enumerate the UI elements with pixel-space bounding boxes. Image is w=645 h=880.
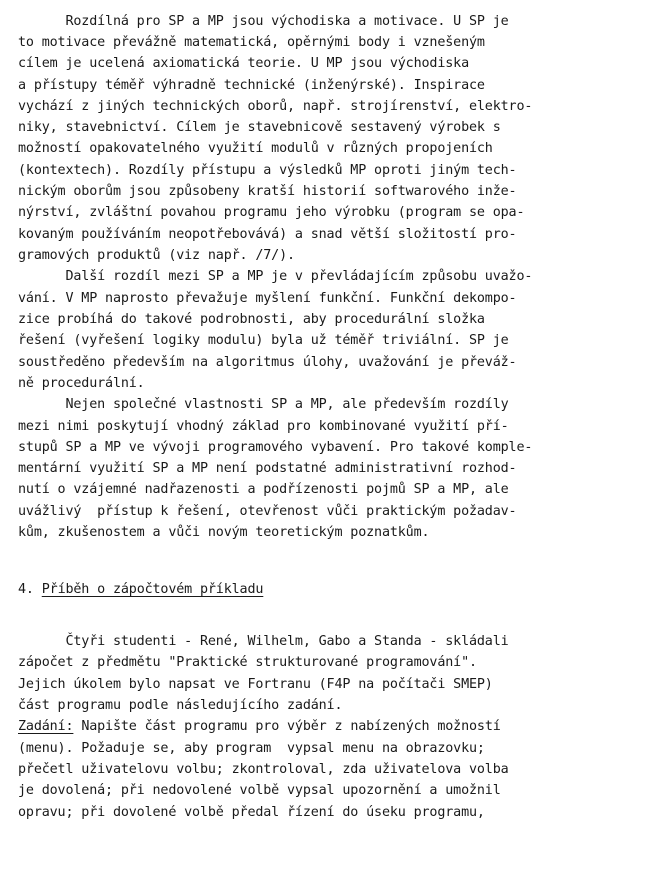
text-line: vychází z jiných technických oborů, např. strojírenství, elektro- <box>18 99 533 114</box>
text-line: mentární využití SP a MP není podstatné administrativní rozhod- <box>18 461 517 476</box>
text-line: Čtyři studenti - René, Wilhelm, Gabo a Standa - skládali <box>18 634 509 649</box>
text-line: zice probíhá do takové podrobnosti, aby procedurální složka <box>18 312 485 327</box>
text-line: to motivace převážně matematická, opěrnými body i vznešeným <box>18 35 485 50</box>
section-number: 4. <box>18 582 42 597</box>
text-line: opravu; při dovolené volbě předal řízení do úseku programu, <box>18 805 485 820</box>
assignment-label: Zadání: <box>18 719 74 734</box>
assignment-text: Napište část programu pro výběr z nabízených možností <box>81 719 501 734</box>
text-line: ně procedurální. <box>18 376 145 391</box>
section-heading <box>18 582 263 598</box>
text-line: a přístupy téměř výhradně technické (inženýrské). Inspirace <box>18 78 485 93</box>
text-line <box>18 719 501 735</box>
text-line: mezi nimi poskytují vhodný základ pro kombinované využití pří- <box>18 419 509 434</box>
text-line: nickým oborům jsou způsobeny kratší historií softwarového inže- <box>18 184 517 199</box>
text-line: vání. V MP naprosto převažuje myšlení funkční. Funkční dekompo- <box>18 291 517 306</box>
text-line: kům, zkušenostem a vůči novým teoretickým poznatkům. <box>18 525 430 540</box>
text-line: soustředěno především na algoritmus úlohy, uvažování je převáž- <box>18 355 517 370</box>
text-line: Rozdílná pro SP a MP jsou východiska a motivace. U SP je <box>18 14 509 29</box>
text-line: část programu podle následujícího zadání. <box>18 698 343 713</box>
text-line: stupů SP a MP ve vývoji programového vybavení. Pro takové komple- <box>18 440 533 455</box>
text-line: niky, stavebnictví. Cílem je stavebnicově sestavený výrobek s <box>18 120 501 135</box>
text-line: kovaným používáním neopotřebovává) a snad větší složitostí pro- <box>18 227 517 242</box>
text-line: (menu). Požaduje se, aby program vypsal menu na obrazovku; <box>18 741 485 756</box>
text-line: cílem je ucelená axiomatická teorie. U MP jsou východiska <box>18 56 469 71</box>
text-line: Jejich úkolem bylo napsat ve Fortranu (F4P na počítači SMEP) <box>18 677 493 692</box>
text-line: (kontextech). Rozdíly přístupu a výsledků MP oproti jiným tech- <box>18 163 517 178</box>
text-line: Další rozdíl mezi SP a MP je v převládajícím způsobu uvažo- <box>18 269 533 284</box>
text-line: je dovolená; při nedovolené volbě vypsal upozornění a umožnil <box>18 783 501 798</box>
text-line: uvážlivý přístup k řešení, otevřenost vůči praktickým požadav- <box>18 504 517 519</box>
section-title: Příběh o zápočtovém příkladu <box>41 582 264 597</box>
text-line: možností opakovatelného využití modulů v různých propojeních <box>18 141 493 156</box>
text-line: řešení (vyřešení logiky modulu) byla už téměř triviální. SP je <box>18 333 509 348</box>
text-line: nýrství, zvláštní povahou programu jeho výrobku (program se opa- <box>18 205 525 220</box>
text-line: gramových produktů (viz např. /7/). <box>18 248 295 263</box>
text-line: Nejen společné vlastnosti SP a MP, ale především rozdíly <box>18 397 509 412</box>
text-line: zápočet z předmětu "Praktické strukturované programování". <box>18 655 477 670</box>
text-line: nutí o vzájemné nadřazenosti a podřízenosti pojmů SP a MP, ale <box>18 482 509 497</box>
text-line: přečetl uživatelovu volbu; zkontroloval, zda uživatelova volba <box>18 762 509 777</box>
